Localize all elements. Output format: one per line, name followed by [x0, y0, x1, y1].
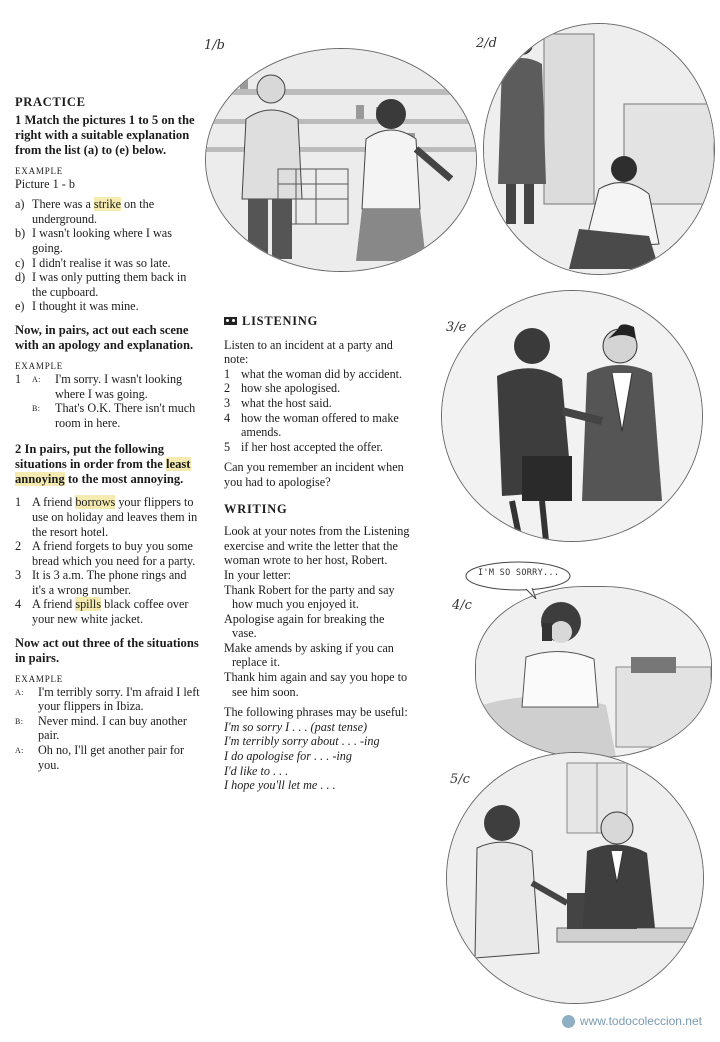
watermark: www.todocoleccion.net — [562, 1014, 702, 1028]
list-item: I'd like to . . . — [224, 763, 289, 778]
writing-heading: WRITING — [224, 501, 288, 516]
list-item: I'm so sorry I . . . (past tense) — [224, 719, 368, 734]
example-dialogue: 1 A: I'm sorry. I wasn't looking where I was going. B: That's O.K. There isn't much room in here. — [15, 372, 201, 430]
situations-list — [15, 495, 201, 626]
list-item: d) I was only putting them back in the cupboard. — [15, 270, 187, 299]
picture-5-label: 5/c — [450, 772, 470, 787]
example-label: EXAMPLE — [15, 360, 64, 371]
example-label: EXAMPLE — [15, 165, 64, 176]
supermarket-illustration — [206, 49, 476, 271]
writing-intro: Look at your notes from the Listening exercise and write the letter that the woman wrote to her host, Robert. — [224, 524, 410, 568]
list-item: a) There was a strike on the underground. — [15, 197, 155, 226]
listening-list — [224, 367, 410, 455]
list-item: Apologise again for breaking the vase. — [224, 611, 385, 641]
example-text: Picture 1 - b — [15, 176, 75, 191]
todocoleccion-logo-icon — [562, 1015, 575, 1028]
list-item: e) I thought it was mine. — [15, 299, 139, 314]
dialogue-line: B: Never mind. I can buy another pair. — [15, 713, 187, 743]
list-item: Thank him again and say you hope to see him soon. — [224, 670, 408, 699]
list-item: I'm terribly sorry about . . . -ing — [224, 734, 380, 749]
listening-writing-column — [224, 314, 410, 793]
list-item: 1 A friend borrows your flippers to use on holiday and leaves them in the resort hotel. — [15, 495, 198, 539]
listening-intro: Listen to an incident at a party and note: — [224, 337, 393, 367]
list-item: b) I wasn't looking where I was going. — [15, 226, 172, 255]
list-item: I hope you'll let me . . . — [224, 778, 336, 793]
task-2: 2 In pairs, put the following situations in order from the least annoying to the most annoying. — [15, 442, 191, 487]
bedroom-illustration — [476, 587, 711, 757]
list-item: 3 It is 3 a.m. The phone rings and it's a wrong number. — [15, 568, 187, 597]
picture-4-phone-call — [475, 586, 712, 758]
briefcase-illustration — [442, 291, 702, 541]
example-dialogue-2 — [15, 685, 201, 773]
list-item: 4 how the woman offered to make amends. — [224, 410, 399, 440]
picture-2-label: 2/d — [476, 36, 497, 51]
picture-2-kitchen — [483, 23, 715, 275]
speech-bubble-text: I'M SO SORRY... — [478, 568, 560, 578]
listening-question: Can you remember an incident when you had to apologise? — [224, 460, 404, 489]
dialogue-line: A: I'm terribly sorry. I'm afraid I left your flippers in Ibiza. — [15, 684, 200, 714]
list-item: 5 if her host accepted the offer. — [224, 439, 383, 454]
list-item: 1 what the woman did by accident. — [224, 366, 403, 381]
list-item: 3 what the host said. — [224, 395, 332, 410]
list-item: 4 A friend spills black coffee over your new white jacket. — [15, 597, 189, 627]
list-item: c) I didn't realise it was so late. — [15, 255, 171, 270]
practice-heading: PRACTICE — [15, 95, 86, 109]
explanations-list — [15, 197, 201, 314]
list-item: 2 how she apologised. — [224, 381, 341, 396]
dialogue-line: B: That's O.K. There isn't much room in here. — [32, 401, 196, 430]
practice-column — [15, 95, 201, 772]
picture-3-briefcase — [441, 290, 703, 542]
pairs-task: Now, in pairs, act out each scene with an apology and explanation. — [15, 322, 194, 352]
kitchen-illustration — [484, 24, 714, 274]
picture-5-coffee — [446, 752, 704, 1004]
dialogue-line: A: I'm sorry. I wasn't looking where I was going. — [32, 371, 183, 401]
speech-bubble — [464, 559, 574, 599]
picture-3-label: 3/e — [446, 320, 467, 335]
writing-points — [224, 583, 410, 700]
phrases-list — [224, 720, 410, 793]
picture-4-label: 4/c — [452, 598, 472, 613]
list-item: 2 A friend forgets to buy you some bread which you need for a party. — [15, 539, 196, 568]
writing-in-letter: In your letter: — [224, 567, 292, 582]
phrases-intro: The following phrases may be useful: — [224, 705, 408, 720]
office-illustration — [447, 753, 703, 1003]
example-label: EXAMPLE — [15, 673, 64, 684]
dialogue-line: A: Oh no, I'll get another pair for you. — [15, 743, 185, 772]
listening-heading: LISTENING — [224, 314, 410, 329]
list-item: Make amends by asking if you can replace it. — [224, 640, 394, 670]
picture-1-supermarket — [205, 48, 477, 272]
picture-1-label: 1/b — [204, 38, 225, 53]
cassette-icon — [224, 317, 237, 325]
list-item: I do apologise for . . . -ing — [224, 749, 352, 764]
list-item: Thank Robert for the party and say how much you enjoyed it. — [224, 582, 395, 612]
task-1: 1 Match the pictures 1 to 5 on the right with a suitable explanation from the list (a) to (e) below. — [15, 112, 195, 157]
act-task: Now act out three of the situations in pairs. — [15, 635, 199, 665]
